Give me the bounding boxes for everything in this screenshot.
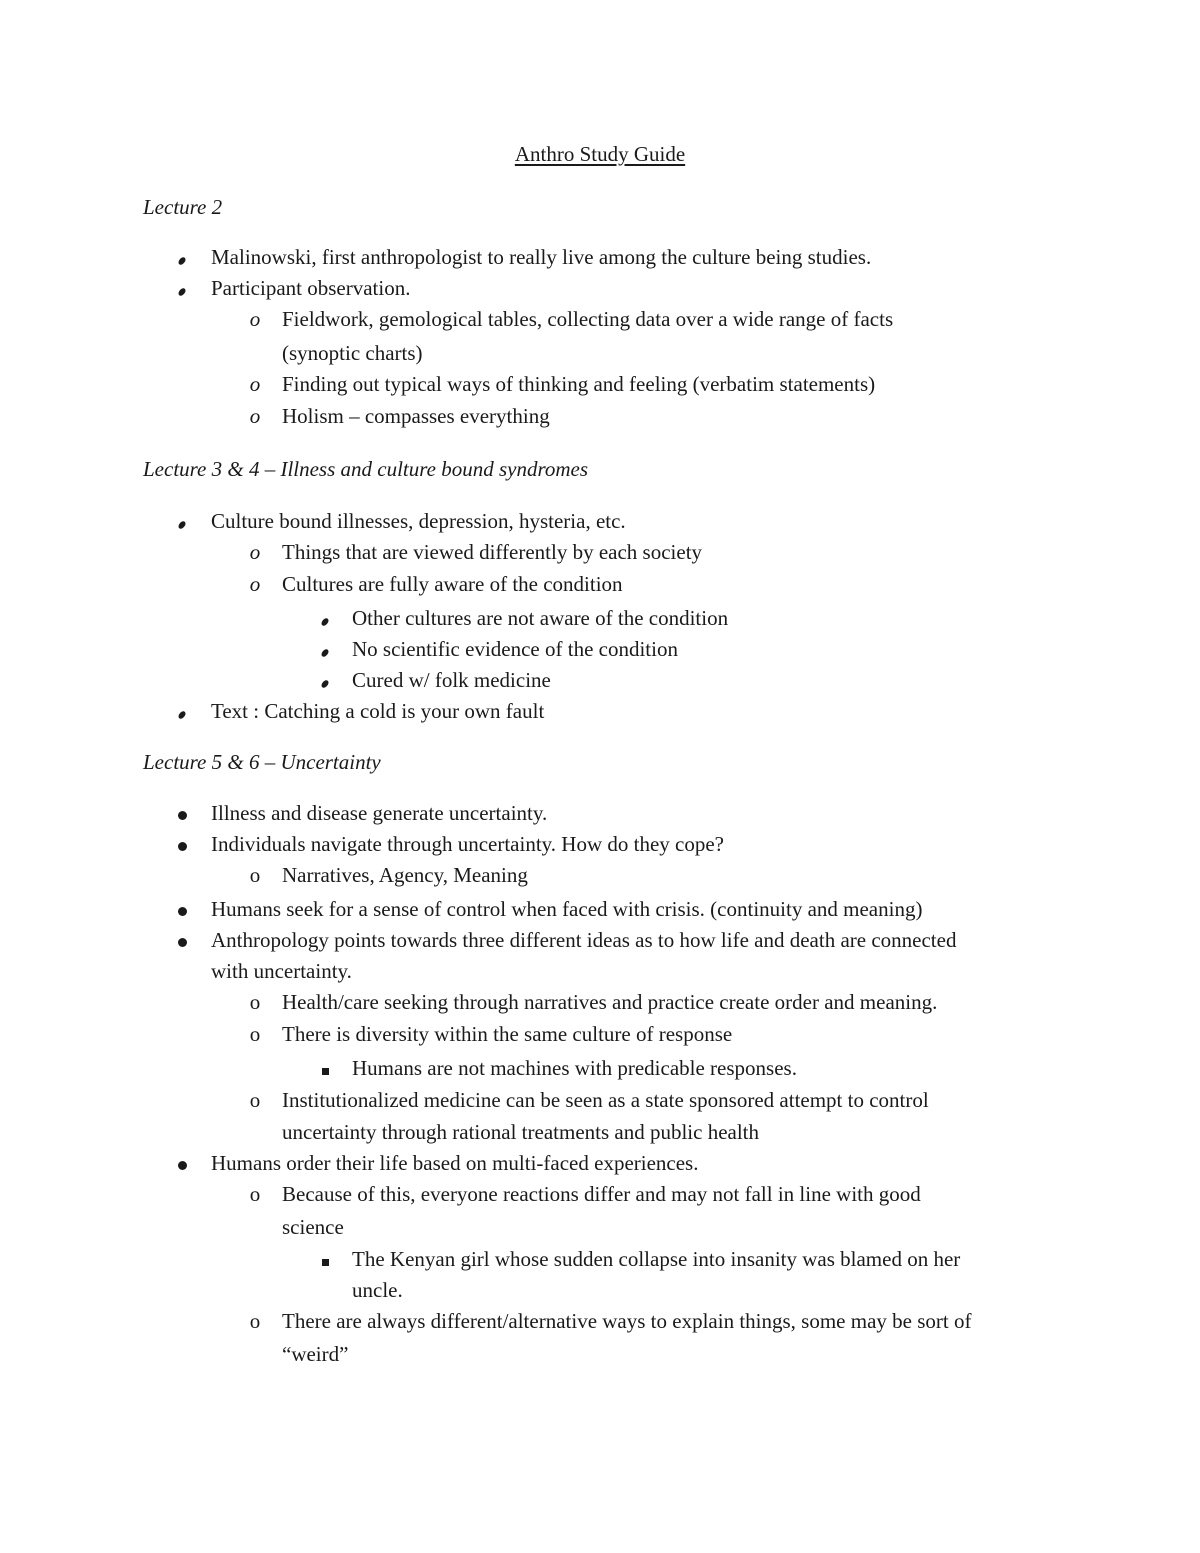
list-item: The Kenyan girl whose sudden collapse into insanity was blamed on her <box>352 1247 961 1271</box>
bullet-marker <box>172 896 192 922</box>
list-item-continuation: uncle. <box>352 1278 403 1302</box>
list-item: Cultures are fully aware of the condition <box>282 572 623 596</box>
list-item-continuation: “weird” <box>282 1342 349 1366</box>
section-heading-lecture-3-4: Lecture 3 & 4 – Illness and culture bound syndromes <box>143 457 589 481</box>
document-title: Anthro Study Guide <box>514 142 686 166</box>
list-item: Humans order their life based on multi-faced experiences. <box>211 1151 699 1175</box>
sub-bullet-marker: o <box>249 990 261 1014</box>
bullet-marker <box>172 800 192 826</box>
sub-bullet-marker: o <box>249 1182 261 1206</box>
bullet-marker <box>172 508 192 534</box>
sub-bullet-marker: o <box>249 572 261 596</box>
sub-bullet-marker: o <box>249 863 261 887</box>
section-heading-lecture-5-6: Lecture 5 & 6 – Uncertainty <box>143 750 381 774</box>
sub-sub-bullet-marker <box>315 636 335 662</box>
list-item-continuation: science <box>282 1215 344 1239</box>
list-item: Anthropology points towards three different ideas as to how life and death are connected <box>211 928 957 952</box>
list-item: Malinowski, first anthropologist to really live among the culture being studies. <box>211 245 872 269</box>
sub-bullet-marker: o <box>249 1309 261 1333</box>
list-item: Cured w/ folk medicine <box>352 668 551 692</box>
sub-bullet-marker: o <box>249 540 261 564</box>
sub-sub-bullet-marker <box>315 605 335 631</box>
list-item: Participant observation. <box>211 276 411 300</box>
list-item: Individuals navigate through uncertainty. How do they cope? <box>211 832 724 856</box>
list-item: Humans seek for a sense of control when faced with crisis. (continuity and meaning) <box>211 897 923 921</box>
sub-sub-bullet-marker <box>315 667 335 693</box>
list-item: Text : Catching a cold is your own fault <box>211 699 545 723</box>
sub-bullet-marker: o <box>249 404 261 428</box>
list-item: There are always different/alternative ways to explain things, some may be sort of <box>282 1309 972 1333</box>
list-item-continuation: with uncertainty. <box>211 959 352 983</box>
bullet-marker <box>172 831 192 857</box>
list-item-continuation: uncertainty through rational treatments and public health <box>282 1120 760 1144</box>
list-item: Culture bound illnesses, depression, hysteria, etc. <box>211 509 626 533</box>
list-item: Because of this, everyone reactions differ and may not fall in line with good <box>282 1182 921 1206</box>
sub-bullet-marker: o <box>249 1088 261 1112</box>
list-item: No scientific evidence of the condition <box>352 637 678 661</box>
list-item: Health/care seeking through narratives and practice create order and meaning. <box>282 990 938 1014</box>
list-item: Narratives, Agency, Meaning <box>282 863 528 887</box>
sub-bullet-marker: o <box>249 372 261 396</box>
list-item: Things that are viewed differently by each society <box>282 540 703 564</box>
section-heading-lecture-2: Lecture 2 <box>143 195 223 219</box>
sub-bullet-marker: o <box>249 307 261 331</box>
list-item: Humans are not machines with predicable responses. <box>352 1056 797 1080</box>
sub-bullet-marker: o <box>249 1022 261 1046</box>
bullet-marker <box>172 698 192 724</box>
list-item-continuation: (synoptic charts) <box>282 341 423 365</box>
sub-sub-bullet-marker <box>315 1055 335 1081</box>
list-item: Fieldwork, gemological tables, collecting data over a wide range of facts <box>282 307 894 331</box>
bullet-marker <box>172 244 192 270</box>
list-item: There is diversity within the same culture of response <box>282 1022 733 1046</box>
sub-sub-bullet-marker <box>315 1246 335 1272</box>
list-item: Holism – compasses everything <box>282 404 550 428</box>
bullet-marker <box>172 927 192 953</box>
bullet-marker <box>172 1150 192 1176</box>
bullet-marker <box>172 275 192 301</box>
list-item: Other cultures are not aware of the condition <box>352 606 729 630</box>
list-item: Illness and disease generate uncertainty. <box>211 801 548 825</box>
list-item: Finding out typical ways of thinking and feeling (verbatim statements) <box>282 372 876 396</box>
list-item: Institutionalized medicine can be seen as a state sponsored attempt to control <box>282 1088 929 1112</box>
